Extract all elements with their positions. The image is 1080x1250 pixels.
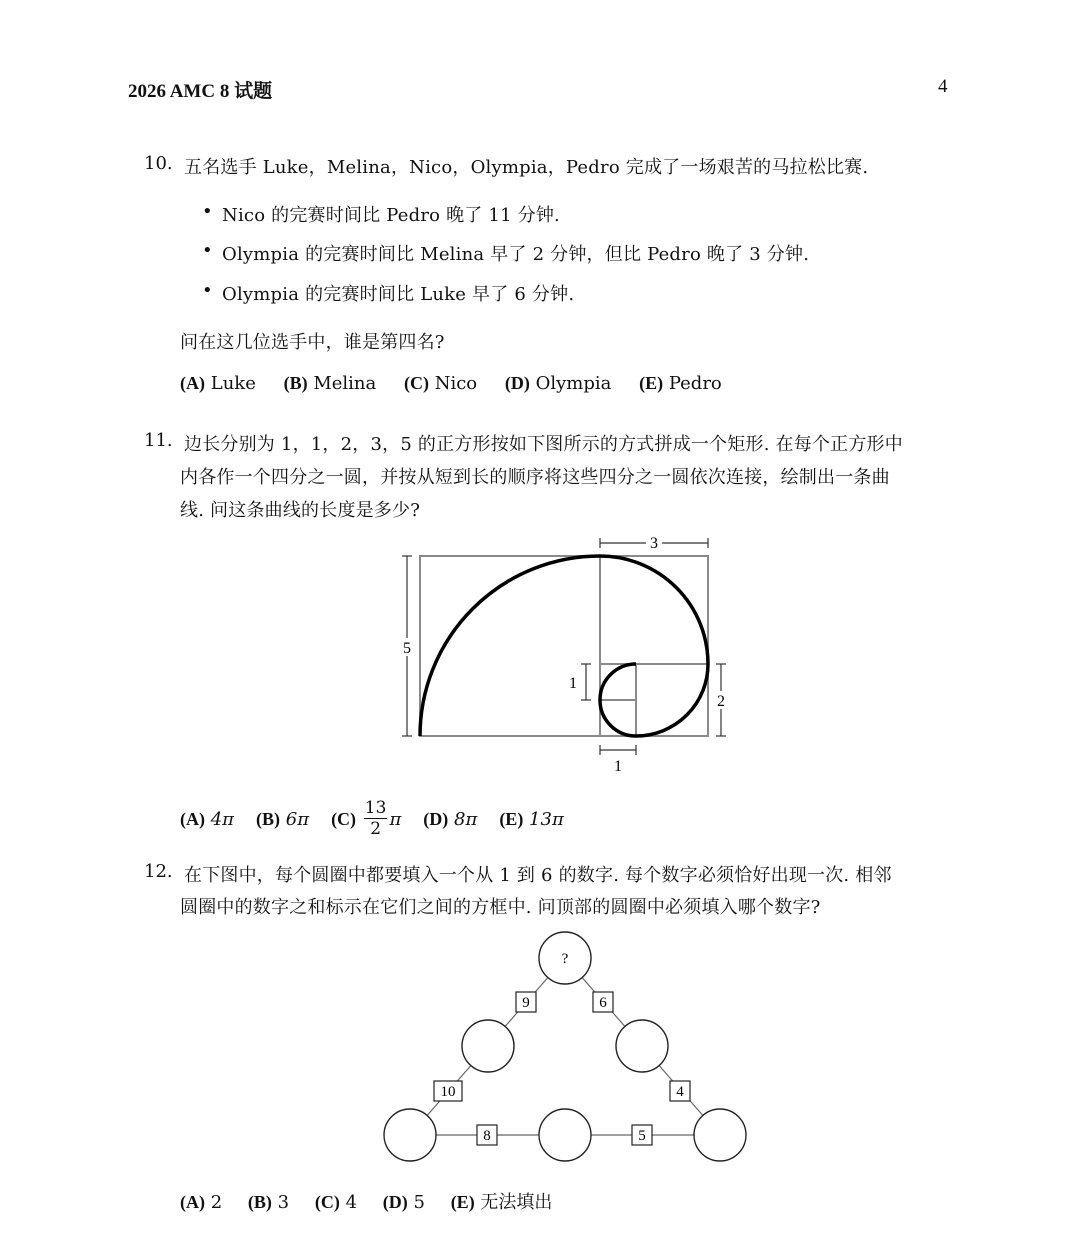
circle-bottom-right[interactable] [694,1109,746,1161]
choice-a[interactable]: (A) Luke [180,373,256,394]
choice-e[interactable]: (E) 13π [499,808,564,830]
choice-c[interactable]: (C) Nico [403,373,478,394]
q11-number: 11. [144,430,173,451]
q11-choices [180,794,564,844]
q10-number: 10. [144,153,173,174]
circle-triangle-figure [380,926,750,1168]
q10-bullet-1: Nico 的完赛时间比 Pedro 晚了 11 分钟. [222,205,560,226]
choice-e[interactable]: (E) Pedro [639,373,722,394]
q10-bullet-2: Olympia 的完赛时间比 Melina 早了 2 分钟，但比 Pedro 晚了 3 分钟. [222,244,810,265]
box-label: 8 [483,1128,491,1144]
label-inner-left: 1 [569,675,577,692]
outer-rectangle [420,556,708,736]
choice-d[interactable]: (D) Olympia [504,373,612,394]
label-left: 5 [403,640,411,657]
circle-bottom-left[interactable] [384,1109,436,1161]
circle-left-middle[interactable] [462,1020,514,1072]
q10-question: 问在这几位选手中，谁是第四名? [180,332,445,353]
box-label: 4 [676,1084,684,1100]
choice-d[interactable]: (D) 8π [423,808,478,830]
choice-a[interactable]: (A) 2 [180,1192,223,1213]
q12-choices [180,1188,552,1214]
circle-bottom-middle[interactable] [539,1109,591,1161]
q10-stem: 五名选手 Luke，Melina，Nico，Olympia，Pedro 完成了一场艰苦的马拉松比赛. [184,157,869,178]
fibonacci-spiral-figure [390,528,750,778]
bullet-icon: • [202,201,213,222]
top-circle-label: ? [561,951,569,967]
choice-a[interactable]: (A) 4π [180,808,235,830]
label-right: 2 [717,693,725,710]
q10-bullet-3: Olympia 的完赛时间比 Luke 早了 6 分钟. [222,284,575,305]
box-label: 10 [440,1084,456,1100]
choice-c[interactable]: (C) $\frac{13}{2}$ π [331,798,402,839]
box-label: 6 [599,995,607,1011]
bullet-icon: • [202,280,213,301]
choice-e[interactable]: (E) 无法填出 [450,1192,553,1213]
q12-line-2: 圆圈中的数字之和标示在它们之间的方框中. 问顶部的圆圈中必须填入哪个数字? [180,897,821,918]
square-tiling [420,556,708,736]
choice-b[interactable]: (B) Melina [283,373,377,394]
label-top: 3 [650,535,658,552]
spiral-curve [420,556,708,736]
q11-line-3: 线. 问这条曲线的长度是多少? [180,500,421,521]
choice-b[interactable]: (B) 3 [247,1192,290,1213]
circle-right-middle[interactable] [616,1020,668,1072]
q10-choices [180,373,722,394]
box-label: 5 [638,1128,646,1144]
page-header-title: 2026 AMC 8 试题 [128,81,273,102]
q11-line-1: 边长分别为 1，1，2，3，5 的正方形按如下图所示的方式拼成一个矩形. 在每个正方形中 [184,434,903,455]
box-label: 9 [522,995,530,1011]
q12-line-1: 在下图中，每个圆圈中都要填入一个从 1 到 6 的数字. 每个数字必须恰好出现一次. 相邻 [184,865,892,886]
choice-c[interactable]: (C) 4 [314,1192,358,1213]
choice-b[interactable]: (B) 6π [256,808,310,830]
choice-d[interactable]: (D) 5 [382,1192,425,1213]
q12-number: 12. [144,861,173,882]
bullet-icon: • [202,240,213,261]
label-bottom: 1 [614,758,622,775]
page-number: 4 [938,76,948,97]
q11-line-2: 内各作一个四分之一圆，并按从短到长的顺序将这些四分之一圆依次连接，绘制出一条曲 [180,467,890,488]
